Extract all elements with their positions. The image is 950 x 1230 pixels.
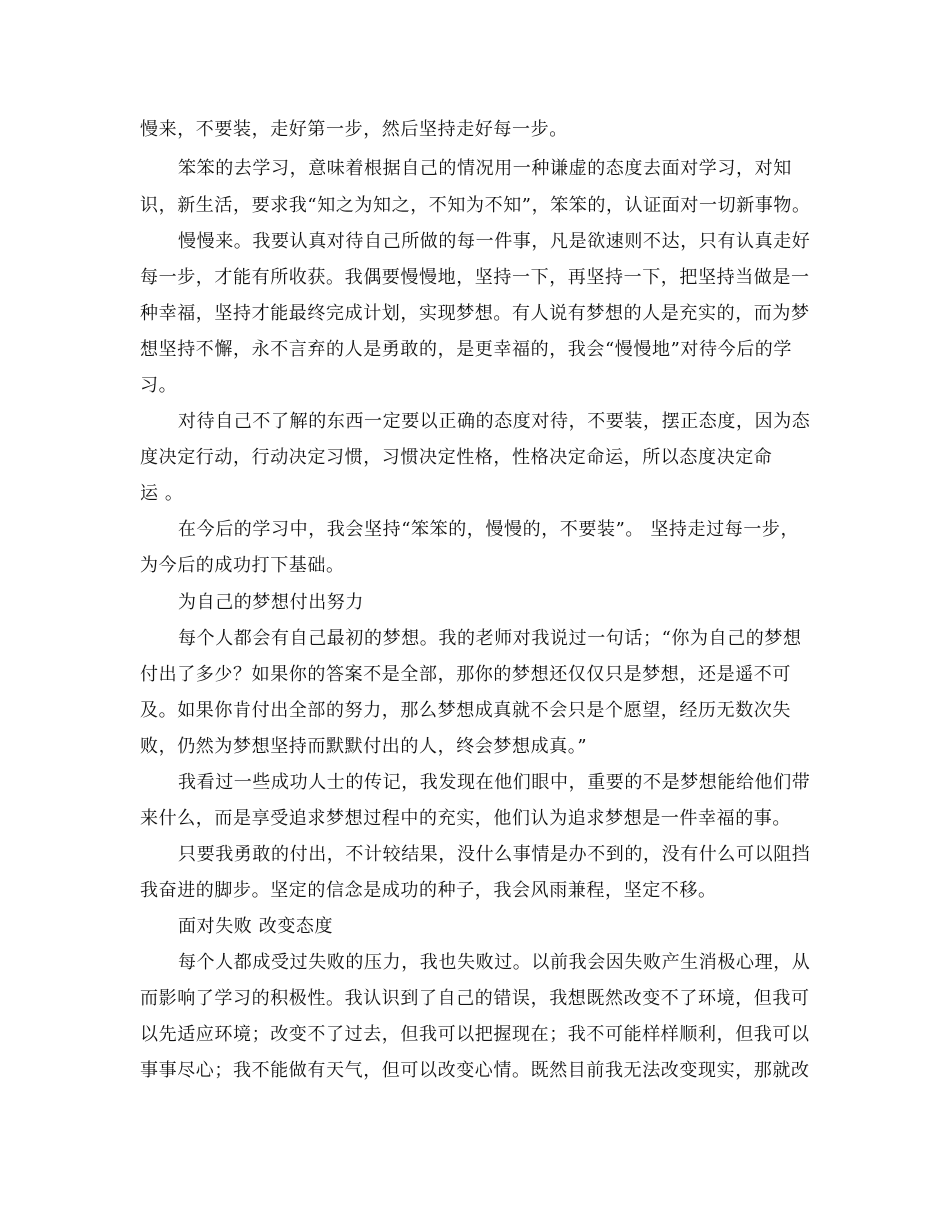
paragraph-line: 慢慢来。我要认真对待自己所做的每一件事，凡是欲速则不达，只有认真走好: [178, 231, 811, 252]
paragraph-line: 想坚持不懈，永不言弃的人是勇敢的，是更幸福的，我会“慢慢地”对待今后的学: [140, 339, 793, 360]
paragraph-line: 种幸福，坚持才能最终完成计划，实现梦想。有人说有梦想的人是充实的，而为梦: [140, 303, 810, 324]
paragraph-line: 习。: [140, 375, 178, 396]
paragraph-line: 我看过一些成功人士的传记，我发现在他们眼中，重要的不是梦想能给他们带: [178, 772, 811, 793]
paragraph-line: 每个人都会有自己最初的梦想。我的老师对我说过一句话；“你为自己的梦想: [178, 628, 802, 649]
paragraph-line: 笨笨的去学习，意味着根据自己的情况用一种谦虚的态度去面对学习，对知: [178, 158, 792, 179]
paragraph-line: 来什么，而是享受追求梦想过程中的充实，他们认为追求梦想是一件幸福的事。: [140, 808, 791, 829]
paragraph-line: 以先适应环境；改变不了过去，但我可以把握现在；我不可能样样顺利，但我可以: [140, 1024, 810, 1045]
paragraph-line: 为今后的成功打下基础。: [140, 555, 345, 576]
paragraph-line: 每一步，才能有所收获。我偶要慢慢地，坚持一下，再坚持一下，把坚持当做是一: [140, 267, 810, 288]
paragraph-line: 对待自己不了解的东西一定要以正确的态度对待，不要装，摆正态度，因为态: [178, 411, 811, 432]
paragraph-line: 运 。: [140, 483, 184, 504]
section-heading: 为自己的梦想付出努力: [178, 592, 364, 613]
paragraph-line: 付出了多少？如果你的答案不是全部，那你的梦想还仅仅只是梦想，还是遥不可: [140, 664, 791, 685]
paragraph-line: 每个人都成受过失败的压力，我也失败过。以前我会因失败产生消极心理，从: [178, 952, 811, 973]
paragraph-line: 事事尽心；我不能做有天气，但可以改变心情。既然目前我无法改变现实，那就改: [140, 1060, 810, 1081]
paragraph-line: 及。如果你肯付出全部的努力，那么梦想成真就不会只是个愿望，经历无数次失: [140, 700, 791, 721]
paragraph-line: 败，仍然为梦想坚持而默默付出的人，终会梦想成真。”: [140, 736, 588, 757]
paragraph-line: 识，新生活，要求我“知之为知之，不知为不知”，笨笨的，认证面对一切新事物。: [140, 195, 811, 216]
paragraph-line: 我奋进的脚步。坚定的信念是成功的种子，我会风雨兼程，坚定不移。: [140, 880, 717, 901]
paragraph-line: 度决定行动，行动决定习惯，习惯决定性格，性格决定命运，所以态度决定命: [140, 447, 773, 468]
paragraph-line: 只要我勇敢的付出，不计较结果，没什么事情是办不到的，没有什么可以阻挡: [178, 844, 811, 865]
paragraph-line: 而影响了学习的积极性。我认识到了自己的错误，我想既然改变不了环境，但我可: [140, 988, 810, 1009]
paragraph-line: 在今后的学习中，我会坚持“笨笨的，慢慢的，不要装”。 坚持走过每一步，: [178, 519, 800, 540]
paragraph-line: 慢来，不要装，走好第一步，然后坚持走好每一步。: [140, 119, 568, 140]
section-heading: 面对失败 改变态度: [178, 916, 334, 937]
